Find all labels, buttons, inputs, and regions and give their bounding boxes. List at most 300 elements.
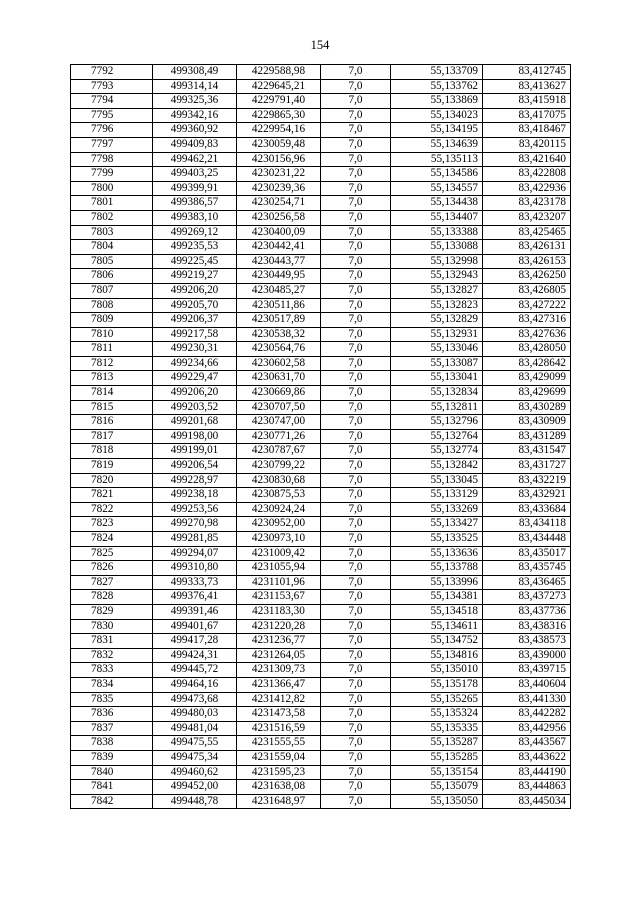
x-coordinate-cell: 499201,68 bbox=[153, 415, 237, 430]
accuracy-cell: 7,0 bbox=[321, 254, 391, 269]
longitude-cell: 83,423207 bbox=[483, 210, 571, 225]
latitude-cell: 55,132827 bbox=[391, 283, 483, 298]
point-number-cell: 7833 bbox=[71, 663, 153, 678]
x-coordinate-cell: 499325,36 bbox=[153, 94, 237, 109]
point-number-cell: 7841 bbox=[71, 780, 153, 795]
y-coordinate-cell: 4230517,89 bbox=[237, 313, 321, 328]
latitude-cell: 55,133788 bbox=[391, 561, 483, 576]
x-coordinate-cell: 499238,18 bbox=[153, 488, 237, 503]
x-coordinate-cell: 499464,16 bbox=[153, 677, 237, 692]
latitude-cell: 55,135265 bbox=[391, 692, 483, 707]
point-number-cell: 7827 bbox=[71, 575, 153, 590]
accuracy-cell: 7,0 bbox=[321, 429, 391, 444]
table-row bbox=[71, 283, 571, 298]
y-coordinate-cell: 4229954,16 bbox=[237, 123, 321, 138]
longitude-cell: 83,430289 bbox=[483, 400, 571, 415]
x-coordinate-cell: 499235,53 bbox=[153, 240, 237, 255]
point-number-cell: 7802 bbox=[71, 210, 153, 225]
table-row bbox=[71, 502, 571, 517]
table-row bbox=[71, 590, 571, 605]
accuracy-cell: 7,0 bbox=[321, 356, 391, 371]
y-coordinate-cell: 4230485,27 bbox=[237, 283, 321, 298]
table-row bbox=[71, 196, 571, 211]
table-row bbox=[71, 765, 571, 780]
longitude-cell: 83,432219 bbox=[483, 473, 571, 488]
accuracy-cell: 7,0 bbox=[321, 342, 391, 357]
y-coordinate-cell: 4231055,94 bbox=[237, 561, 321, 576]
x-coordinate-cell: 499225,45 bbox=[153, 254, 237, 269]
latitude-cell: 55,134438 bbox=[391, 196, 483, 211]
accuracy-cell: 7,0 bbox=[321, 181, 391, 196]
x-coordinate-cell: 499401,67 bbox=[153, 619, 237, 634]
x-coordinate-cell: 499219,27 bbox=[153, 269, 237, 284]
accuracy-cell: 7,0 bbox=[321, 619, 391, 634]
point-number-cell: 7818 bbox=[71, 444, 153, 459]
longitude-cell: 83,434118 bbox=[483, 517, 571, 532]
longitude-cell: 83,439715 bbox=[483, 663, 571, 678]
latitude-cell: 55,132842 bbox=[391, 459, 483, 474]
longitude-cell: 83,417075 bbox=[483, 108, 571, 123]
point-number-cell: 7810 bbox=[71, 327, 153, 342]
table-row bbox=[71, 604, 571, 619]
longitude-cell: 83,423178 bbox=[483, 196, 571, 211]
y-coordinate-cell: 4230707,50 bbox=[237, 400, 321, 415]
longitude-cell: 83,431727 bbox=[483, 459, 571, 474]
accuracy-cell: 7,0 bbox=[321, 459, 391, 474]
accuracy-cell: 7,0 bbox=[321, 561, 391, 576]
accuracy-cell: 7,0 bbox=[321, 532, 391, 547]
y-coordinate-cell: 4230511,86 bbox=[237, 298, 321, 313]
x-coordinate-cell: 499424,31 bbox=[153, 648, 237, 663]
y-coordinate-cell: 4229645,21 bbox=[237, 79, 321, 94]
y-coordinate-cell: 4231264,05 bbox=[237, 648, 321, 663]
point-number-cell: 7817 bbox=[71, 429, 153, 444]
longitude-cell: 83,434448 bbox=[483, 532, 571, 547]
page-number: 154 bbox=[310, 38, 330, 52]
latitude-cell: 55,134586 bbox=[391, 167, 483, 182]
longitude-cell: 83,421640 bbox=[483, 152, 571, 167]
accuracy-cell: 7,0 bbox=[321, 473, 391, 488]
accuracy-cell: 7,0 bbox=[321, 721, 391, 736]
x-coordinate-cell: 499445,72 bbox=[153, 663, 237, 678]
latitude-cell: 55,133996 bbox=[391, 575, 483, 590]
table-row bbox=[71, 736, 571, 751]
longitude-cell: 83,433684 bbox=[483, 502, 571, 517]
longitude-cell: 83,422808 bbox=[483, 167, 571, 182]
accuracy-cell: 7,0 bbox=[321, 765, 391, 780]
longitude-cell: 83,428642 bbox=[483, 356, 571, 371]
table-row bbox=[71, 371, 571, 386]
y-coordinate-cell: 4230747,00 bbox=[237, 415, 321, 430]
x-coordinate-cell: 499386,57 bbox=[153, 196, 237, 211]
x-coordinate-cell: 499314,14 bbox=[153, 79, 237, 94]
accuracy-cell: 7,0 bbox=[321, 65, 391, 80]
y-coordinate-cell: 4230669,86 bbox=[237, 386, 321, 401]
x-coordinate-cell: 499206,20 bbox=[153, 283, 237, 298]
point-number-cell: 7835 bbox=[71, 692, 153, 707]
point-number-cell: 7820 bbox=[71, 473, 153, 488]
accuracy-cell: 7,0 bbox=[321, 488, 391, 503]
y-coordinate-cell: 4231183,30 bbox=[237, 604, 321, 619]
accuracy-cell: 7,0 bbox=[321, 386, 391, 401]
table-row bbox=[71, 677, 571, 692]
table-row bbox=[71, 488, 571, 503]
coordinates-table bbox=[70, 64, 571, 809]
accuracy-cell: 7,0 bbox=[321, 327, 391, 342]
table-row bbox=[71, 429, 571, 444]
point-number-cell: 7830 bbox=[71, 619, 153, 634]
longitude-cell: 83,436465 bbox=[483, 575, 571, 590]
table-row bbox=[71, 240, 571, 255]
latitude-cell: 55,132811 bbox=[391, 400, 483, 415]
x-coordinate-cell: 499308,49 bbox=[153, 65, 237, 80]
accuracy-cell: 7,0 bbox=[321, 677, 391, 692]
longitude-cell: 83,427222 bbox=[483, 298, 571, 313]
x-coordinate-cell: 499481,04 bbox=[153, 721, 237, 736]
latitude-cell: 55,134816 bbox=[391, 648, 483, 663]
latitude-cell: 55,135010 bbox=[391, 663, 483, 678]
latitude-cell: 55,132774 bbox=[391, 444, 483, 459]
accuracy-cell: 7,0 bbox=[321, 736, 391, 751]
x-coordinate-cell: 499206,54 bbox=[153, 459, 237, 474]
latitude-cell: 55,132834 bbox=[391, 386, 483, 401]
accuracy-cell: 7,0 bbox=[321, 707, 391, 722]
longitude-cell: 83,429699 bbox=[483, 386, 571, 401]
y-coordinate-cell: 4231648,97 bbox=[237, 794, 321, 809]
latitude-cell: 55,133087 bbox=[391, 356, 483, 371]
point-number-cell: 7808 bbox=[71, 298, 153, 313]
accuracy-cell: 7,0 bbox=[321, 575, 391, 590]
accuracy-cell: 7,0 bbox=[321, 444, 391, 459]
y-coordinate-cell: 4231555,55 bbox=[237, 736, 321, 751]
longitude-cell: 83,427316 bbox=[483, 313, 571, 328]
latitude-cell: 55,134611 bbox=[391, 619, 483, 634]
longitude-cell: 83,438573 bbox=[483, 634, 571, 649]
longitude-cell: 83,415918 bbox=[483, 94, 571, 109]
latitude-cell: 55,133129 bbox=[391, 488, 483, 503]
point-number-cell: 7800 bbox=[71, 181, 153, 196]
accuracy-cell: 7,0 bbox=[321, 517, 391, 532]
y-coordinate-cell: 4231473,58 bbox=[237, 707, 321, 722]
longitude-cell: 83,444863 bbox=[483, 780, 571, 795]
y-coordinate-cell: 4231101,96 bbox=[237, 575, 321, 590]
y-coordinate-cell: 4230875,53 bbox=[237, 488, 321, 503]
accuracy-cell: 7,0 bbox=[321, 750, 391, 765]
table-row bbox=[71, 473, 571, 488]
accuracy-cell: 7,0 bbox=[321, 780, 391, 795]
x-coordinate-cell: 499403,25 bbox=[153, 167, 237, 182]
latitude-cell: 55,132943 bbox=[391, 269, 483, 284]
accuracy-cell: 7,0 bbox=[321, 196, 391, 211]
latitude-cell: 55,132823 bbox=[391, 298, 483, 313]
latitude-cell: 55,135154 bbox=[391, 765, 483, 780]
longitude-cell: 83,427636 bbox=[483, 327, 571, 342]
point-number-cell: 7821 bbox=[71, 488, 153, 503]
longitude-cell: 83,430909 bbox=[483, 415, 571, 430]
point-number-cell: 7825 bbox=[71, 546, 153, 561]
latitude-cell: 55,132796 bbox=[391, 415, 483, 430]
x-coordinate-cell: 499462,21 bbox=[153, 152, 237, 167]
point-number-cell: 7826 bbox=[71, 561, 153, 576]
y-coordinate-cell: 4231412,82 bbox=[237, 692, 321, 707]
table-row bbox=[71, 794, 571, 809]
y-coordinate-cell: 4230830,68 bbox=[237, 473, 321, 488]
point-number-cell: 7798 bbox=[71, 152, 153, 167]
table-row bbox=[71, 561, 571, 576]
latitude-cell: 55,134023 bbox=[391, 108, 483, 123]
y-coordinate-cell: 4229791,40 bbox=[237, 94, 321, 109]
x-coordinate-cell: 499230,31 bbox=[153, 342, 237, 357]
x-coordinate-cell: 499409,83 bbox=[153, 137, 237, 152]
longitude-cell: 83,426131 bbox=[483, 240, 571, 255]
y-coordinate-cell: 4231309,73 bbox=[237, 663, 321, 678]
latitude-cell: 55,132829 bbox=[391, 313, 483, 328]
x-coordinate-cell: 499376,41 bbox=[153, 590, 237, 605]
longitude-cell: 83,435745 bbox=[483, 561, 571, 576]
accuracy-cell: 7,0 bbox=[321, 210, 391, 225]
y-coordinate-cell: 4230602,58 bbox=[237, 356, 321, 371]
x-coordinate-cell: 499234,66 bbox=[153, 356, 237, 371]
x-coordinate-cell: 499399,91 bbox=[153, 181, 237, 196]
table-row bbox=[71, 750, 571, 765]
table-row bbox=[71, 634, 571, 649]
point-number-cell: 7831 bbox=[71, 634, 153, 649]
x-coordinate-cell: 499475,55 bbox=[153, 736, 237, 751]
latitude-cell: 55,134639 bbox=[391, 137, 483, 152]
y-coordinate-cell: 4230631,70 bbox=[237, 371, 321, 386]
table-row bbox=[71, 254, 571, 269]
latitude-cell: 55,135178 bbox=[391, 677, 483, 692]
x-coordinate-cell: 499270,98 bbox=[153, 517, 237, 532]
accuracy-cell: 7,0 bbox=[321, 137, 391, 152]
longitude-cell: 83,425465 bbox=[483, 225, 571, 240]
table-row bbox=[71, 108, 571, 123]
point-number-cell: 7819 bbox=[71, 459, 153, 474]
point-number-cell: 7834 bbox=[71, 677, 153, 692]
y-coordinate-cell: 4230156,96 bbox=[237, 152, 321, 167]
longitude-cell: 83,412745 bbox=[483, 65, 571, 80]
table-row bbox=[71, 663, 571, 678]
longitude-cell: 83,439000 bbox=[483, 648, 571, 663]
x-coordinate-cell: 499342,16 bbox=[153, 108, 237, 123]
table-row bbox=[71, 327, 571, 342]
point-number-cell: 7811 bbox=[71, 342, 153, 357]
latitude-cell: 55,135335 bbox=[391, 721, 483, 736]
table-row bbox=[71, 619, 571, 634]
latitude-cell: 55,133762 bbox=[391, 79, 483, 94]
x-coordinate-cell: 499360,92 bbox=[153, 123, 237, 138]
latitude-cell: 55,135324 bbox=[391, 707, 483, 722]
y-coordinate-cell: 4231559,04 bbox=[237, 750, 321, 765]
table-row bbox=[71, 415, 571, 430]
longitude-cell: 83,443567 bbox=[483, 736, 571, 751]
y-coordinate-cell: 4231595,23 bbox=[237, 765, 321, 780]
x-coordinate-cell: 499199,01 bbox=[153, 444, 237, 459]
latitude-cell: 55,133088 bbox=[391, 240, 483, 255]
latitude-cell: 55,135285 bbox=[391, 750, 483, 765]
accuracy-cell: 7,0 bbox=[321, 152, 391, 167]
x-coordinate-cell: 499333,73 bbox=[153, 575, 237, 590]
x-coordinate-cell: 499229,47 bbox=[153, 371, 237, 386]
table-row bbox=[71, 269, 571, 284]
accuracy-cell: 7,0 bbox=[321, 298, 391, 313]
point-number-cell: 7806 bbox=[71, 269, 153, 284]
longitude-cell: 83,413627 bbox=[483, 79, 571, 94]
y-coordinate-cell: 4231009,42 bbox=[237, 546, 321, 561]
x-coordinate-cell: 499417,28 bbox=[153, 634, 237, 649]
y-coordinate-cell: 4230231,22 bbox=[237, 167, 321, 182]
latitude-cell: 55,134557 bbox=[391, 181, 483, 196]
point-number-cell: 7836 bbox=[71, 707, 153, 722]
x-coordinate-cell: 499480,03 bbox=[153, 707, 237, 722]
table-row bbox=[71, 137, 571, 152]
longitude-cell: 83,445034 bbox=[483, 794, 571, 809]
y-coordinate-cell: 4230442,41 bbox=[237, 240, 321, 255]
latitude-cell: 55,134381 bbox=[391, 590, 483, 605]
accuracy-cell: 7,0 bbox=[321, 79, 391, 94]
longitude-cell: 83,420115 bbox=[483, 137, 571, 152]
point-number-cell: 7839 bbox=[71, 750, 153, 765]
point-number-cell: 7822 bbox=[71, 502, 153, 517]
accuracy-cell: 7,0 bbox=[321, 240, 391, 255]
x-coordinate-cell: 499310,80 bbox=[153, 561, 237, 576]
latitude-cell: 55,133709 bbox=[391, 65, 483, 80]
table-row bbox=[71, 356, 571, 371]
latitude-cell: 55,133388 bbox=[391, 225, 483, 240]
longitude-cell: 83,428050 bbox=[483, 342, 571, 357]
point-number-cell: 7797 bbox=[71, 137, 153, 152]
accuracy-cell: 7,0 bbox=[321, 225, 391, 240]
longitude-cell: 83,435017 bbox=[483, 546, 571, 561]
accuracy-cell: 7,0 bbox=[321, 634, 391, 649]
x-coordinate-cell: 499198,00 bbox=[153, 429, 237, 444]
accuracy-cell: 7,0 bbox=[321, 313, 391, 328]
accuracy-cell: 7,0 bbox=[321, 415, 391, 430]
point-number-cell: 7794 bbox=[71, 94, 153, 109]
longitude-cell: 83,438316 bbox=[483, 619, 571, 634]
table-row bbox=[71, 225, 571, 240]
point-number-cell: 7803 bbox=[71, 225, 153, 240]
latitude-cell: 55,133427 bbox=[391, 517, 483, 532]
table-row bbox=[71, 444, 571, 459]
table-row bbox=[71, 546, 571, 561]
table-row bbox=[71, 65, 571, 80]
latitude-cell: 55,135079 bbox=[391, 780, 483, 795]
y-coordinate-cell: 4229865,30 bbox=[237, 108, 321, 123]
table-row bbox=[71, 459, 571, 474]
point-number-cell: 7823 bbox=[71, 517, 153, 532]
latitude-cell: 55,133869 bbox=[391, 94, 483, 109]
point-number-cell: 7813 bbox=[71, 371, 153, 386]
longitude-cell: 83,418467 bbox=[483, 123, 571, 138]
point-number-cell: 7815 bbox=[71, 400, 153, 415]
longitude-cell: 83,426153 bbox=[483, 254, 571, 269]
table-row bbox=[71, 707, 571, 722]
point-number-cell: 7837 bbox=[71, 721, 153, 736]
longitude-cell: 83,431289 bbox=[483, 429, 571, 444]
accuracy-cell: 7,0 bbox=[321, 400, 391, 415]
longitude-cell: 83,432921 bbox=[483, 488, 571, 503]
y-coordinate-cell: 4231638,08 bbox=[237, 780, 321, 795]
table-row bbox=[71, 123, 571, 138]
point-number-cell: 7807 bbox=[71, 283, 153, 298]
latitude-cell: 55,134407 bbox=[391, 210, 483, 225]
table-row bbox=[71, 721, 571, 736]
point-number-cell: 7816 bbox=[71, 415, 153, 430]
x-coordinate-cell: 499206,37 bbox=[153, 313, 237, 328]
point-number-cell: 7796 bbox=[71, 123, 153, 138]
x-coordinate-cell: 499217,58 bbox=[153, 327, 237, 342]
x-coordinate-cell: 499205,70 bbox=[153, 298, 237, 313]
latitude-cell: 55,134195 bbox=[391, 123, 483, 138]
accuracy-cell: 7,0 bbox=[321, 269, 391, 284]
table-row bbox=[71, 181, 571, 196]
y-coordinate-cell: 4231366,47 bbox=[237, 677, 321, 692]
latitude-cell: 55,133045 bbox=[391, 473, 483, 488]
point-number-cell: 7842 bbox=[71, 794, 153, 809]
point-number-cell: 7801 bbox=[71, 196, 153, 211]
table-row bbox=[71, 152, 571, 167]
accuracy-cell: 7,0 bbox=[321, 604, 391, 619]
accuracy-cell: 7,0 bbox=[321, 648, 391, 663]
x-coordinate-cell: 499452,00 bbox=[153, 780, 237, 795]
table-row bbox=[71, 517, 571, 532]
latitude-cell: 55,135287 bbox=[391, 736, 483, 751]
x-coordinate-cell: 499269,12 bbox=[153, 225, 237, 240]
y-coordinate-cell: 4230924,24 bbox=[237, 502, 321, 517]
longitude-cell: 83,442282 bbox=[483, 707, 571, 722]
longitude-cell: 83,437273 bbox=[483, 590, 571, 605]
x-coordinate-cell: 499253,56 bbox=[153, 502, 237, 517]
point-number-cell: 7799 bbox=[71, 167, 153, 182]
point-number-cell: 7828 bbox=[71, 590, 153, 605]
x-coordinate-cell: 499281,85 bbox=[153, 532, 237, 547]
accuracy-cell: 7,0 bbox=[321, 663, 391, 678]
accuracy-cell: 7,0 bbox=[321, 590, 391, 605]
longitude-cell: 83,431547 bbox=[483, 444, 571, 459]
y-coordinate-cell: 4230239,36 bbox=[237, 181, 321, 196]
x-coordinate-cell: 499460,62 bbox=[153, 765, 237, 780]
point-number-cell: 7795 bbox=[71, 108, 153, 123]
point-number-cell: 7832 bbox=[71, 648, 153, 663]
longitude-cell: 83,440604 bbox=[483, 677, 571, 692]
longitude-cell: 83,422936 bbox=[483, 181, 571, 196]
longitude-cell: 83,444190 bbox=[483, 765, 571, 780]
point-number-cell: 7809 bbox=[71, 313, 153, 328]
y-coordinate-cell: 4231220,28 bbox=[237, 619, 321, 634]
y-coordinate-cell: 4231236,77 bbox=[237, 634, 321, 649]
latitude-cell: 55,134752 bbox=[391, 634, 483, 649]
y-coordinate-cell: 4230952,00 bbox=[237, 517, 321, 532]
accuracy-cell: 7,0 bbox=[321, 794, 391, 809]
accuracy-cell: 7,0 bbox=[321, 692, 391, 707]
table-row bbox=[71, 386, 571, 401]
y-coordinate-cell: 4230400,09 bbox=[237, 225, 321, 240]
x-coordinate-cell: 499391,46 bbox=[153, 604, 237, 619]
table-row bbox=[71, 94, 571, 109]
y-coordinate-cell: 4231516,59 bbox=[237, 721, 321, 736]
y-coordinate-cell: 4230254,71 bbox=[237, 196, 321, 211]
latitude-cell: 55,135113 bbox=[391, 152, 483, 167]
coordinates-table-body bbox=[71, 65, 571, 809]
x-coordinate-cell: 499294,07 bbox=[153, 546, 237, 561]
accuracy-cell: 7,0 bbox=[321, 123, 391, 138]
point-number-cell: 7814 bbox=[71, 386, 153, 401]
y-coordinate-cell: 4230564,76 bbox=[237, 342, 321, 357]
longitude-cell: 83,437736 bbox=[483, 604, 571, 619]
point-number-cell: 7793 bbox=[71, 79, 153, 94]
table-row bbox=[71, 648, 571, 663]
